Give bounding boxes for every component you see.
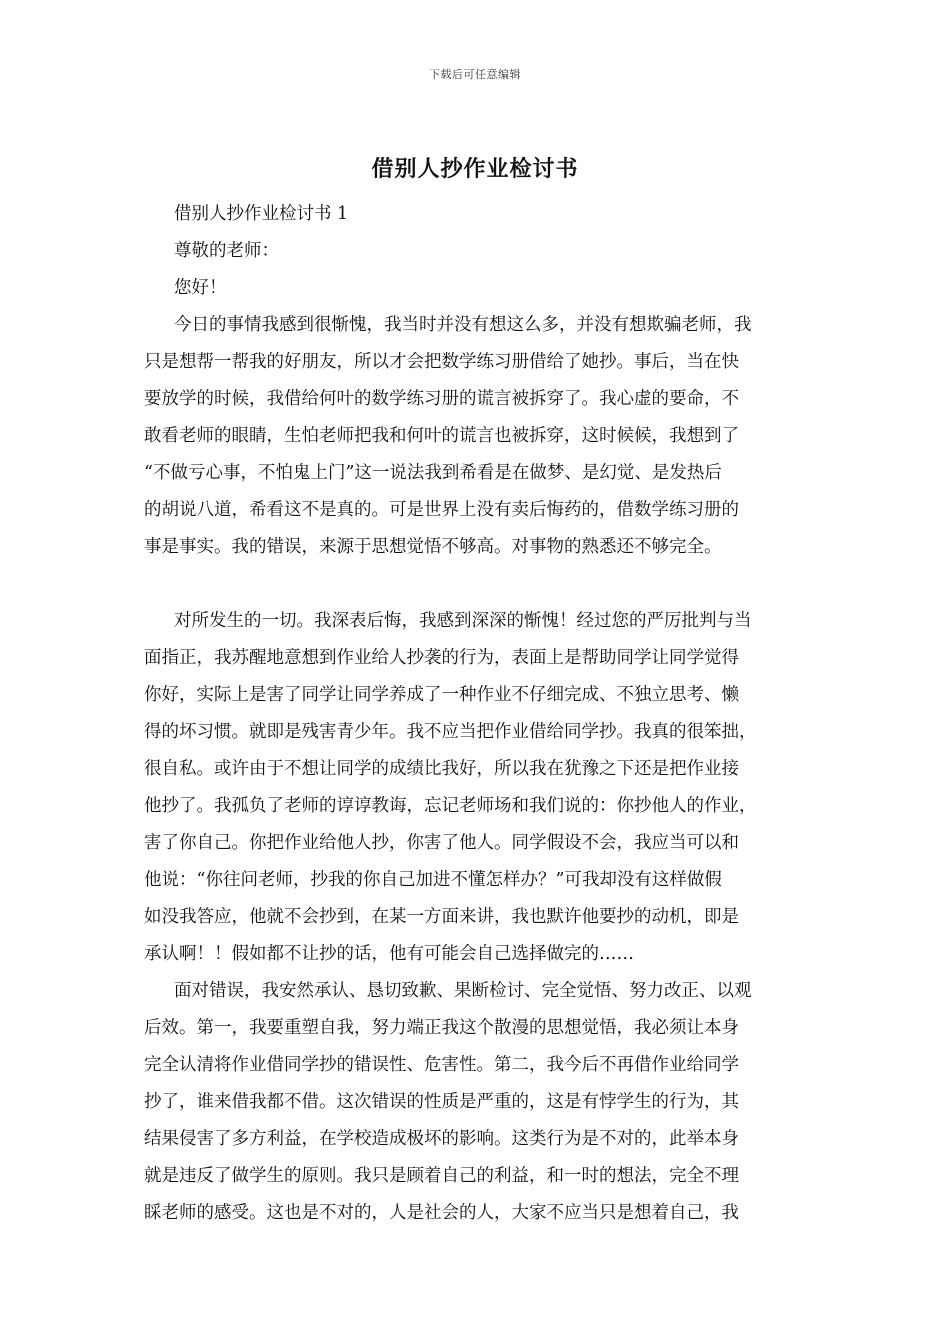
paragraph-line: 睬老师的感受。这也是不对的，人是社会的人，大家不应当只是想着自己，我: [144, 1203, 739, 1223]
paragraph-line: 要放学的时候，我借给何叶的数学练习册的谎言被拆穿了。我心虚的要命，不: [144, 389, 739, 409]
paragraph-line: 只是想帮一帮我的好朋友，所以才会把数学练习册借给了她抄。事后，当在快: [144, 352, 739, 372]
paragraph-2: [144, 603, 806, 973]
paragraph-line: 后效。第一，我要重塑自我，努力端正我这个散漫的思想觉悟，我必须让本身: [144, 1018, 739, 1038]
salutation: 尊敬的老师：: [174, 241, 279, 261]
paragraph-line: 的胡说八道，希看这不是真的。可是世界上没有卖后悔药的，借数学练习册的: [144, 500, 739, 520]
greeting: 您好！: [174, 278, 227, 298]
paragraph-line: 承认啊！！假如都不让抄的话，他有可能会自己选择做完的……: [144, 944, 634, 964]
paragraph-line: 很自私。或许由于不想让同学的成绩比我好，所以我在犹豫之下还是把作业接: [144, 759, 739, 779]
paragraph-line: 面指正，我苏醒地意想到作业给人抄袭的行为，表面上是帮助同学让同学觉得: [144, 648, 739, 668]
paragraph-line: 对所发生的一切。我深表后悔，我感到深深的惭愧！经过您的严厉批判与当: [174, 611, 752, 631]
header-note: 下载后可任意编辑: [429, 68, 521, 81]
paragraph-line: 就是违反了做学生的原则。我只是顾着自己的利益，和一时的想法，完全不理: [144, 1166, 739, 1186]
paragraph-line: 事是事实。我的错误，来源于思想觉悟不够高。对事物的熟悉还不够完全。: [144, 537, 722, 557]
document-title: 借别人抄作业检讨书: [371, 156, 579, 182]
paragraph-line: 敢看老师的眼睛，生怕老师把我和何叶的谎言也被拆穿，这时候候，我想到了: [144, 426, 739, 446]
paragraph-line: 结果侵害了多方利益，在学校造成极坏的影响。这类行为是不对的，此举本身: [144, 1129, 739, 1149]
paragraph-line: 他抄了。我孤负了老师的谆谆教诲，忘记老师场和我们说的：你抄他人的作业，: [144, 796, 757, 816]
paragraph-line: 完全认清将作业借同学抄的错误性、危害性。第二，我今后不再借作业给同学: [144, 1055, 739, 1075]
document-body: [144, 196, 806, 1232]
paragraph-line: 害了你自己。你把作业给他人抄，你害了他人。同学假设不会，我应当可以和: [144, 833, 739, 853]
document-subtitle: 借别人抄作业检讨书 1: [174, 204, 349, 224]
paragraph-line: 如没我答应，他就不会抄到，在某一方面来讲，我也默许他要抄的动机，即是: [144, 907, 739, 927]
paragraph-line: 你好，实际上是害了同学让同学养成了一种作业不仔细完成、不独立思考、懒: [144, 685, 739, 705]
paragraph-3: [144, 973, 806, 1232]
paragraph-1: [144, 307, 806, 566]
paragraph-line: 面对错误，我安然承认、恳切致歉、果断检讨、完全觉悟、努力改正、以观: [174, 981, 752, 1001]
paragraph-line: 今日的事情我感到很惭愧，我当时并没有想这么多，并没有想欺骗老师，我: [174, 315, 752, 335]
paragraph-spacer: [144, 566, 806, 603]
paragraph-line: 得的坏习惯。就即是残害青少年。我不应当把作业借给同学抄。我真的很笨拙，: [144, 722, 757, 742]
paragraph-line: 抄了，谁来借我都不借。这次错误的性质是严重的，这是有悖学生的行为，其: [144, 1092, 739, 1112]
paragraph-line: 他说：“你往问老师，抄我的你自己加进不懂怎样办？”可我却没有这样做假: [144, 870, 722, 890]
paragraph-line: “不做亏心事，不怕鬼上门”这一说法我到希看是在做梦、是幻觉、是发热后: [144, 463, 722, 483]
